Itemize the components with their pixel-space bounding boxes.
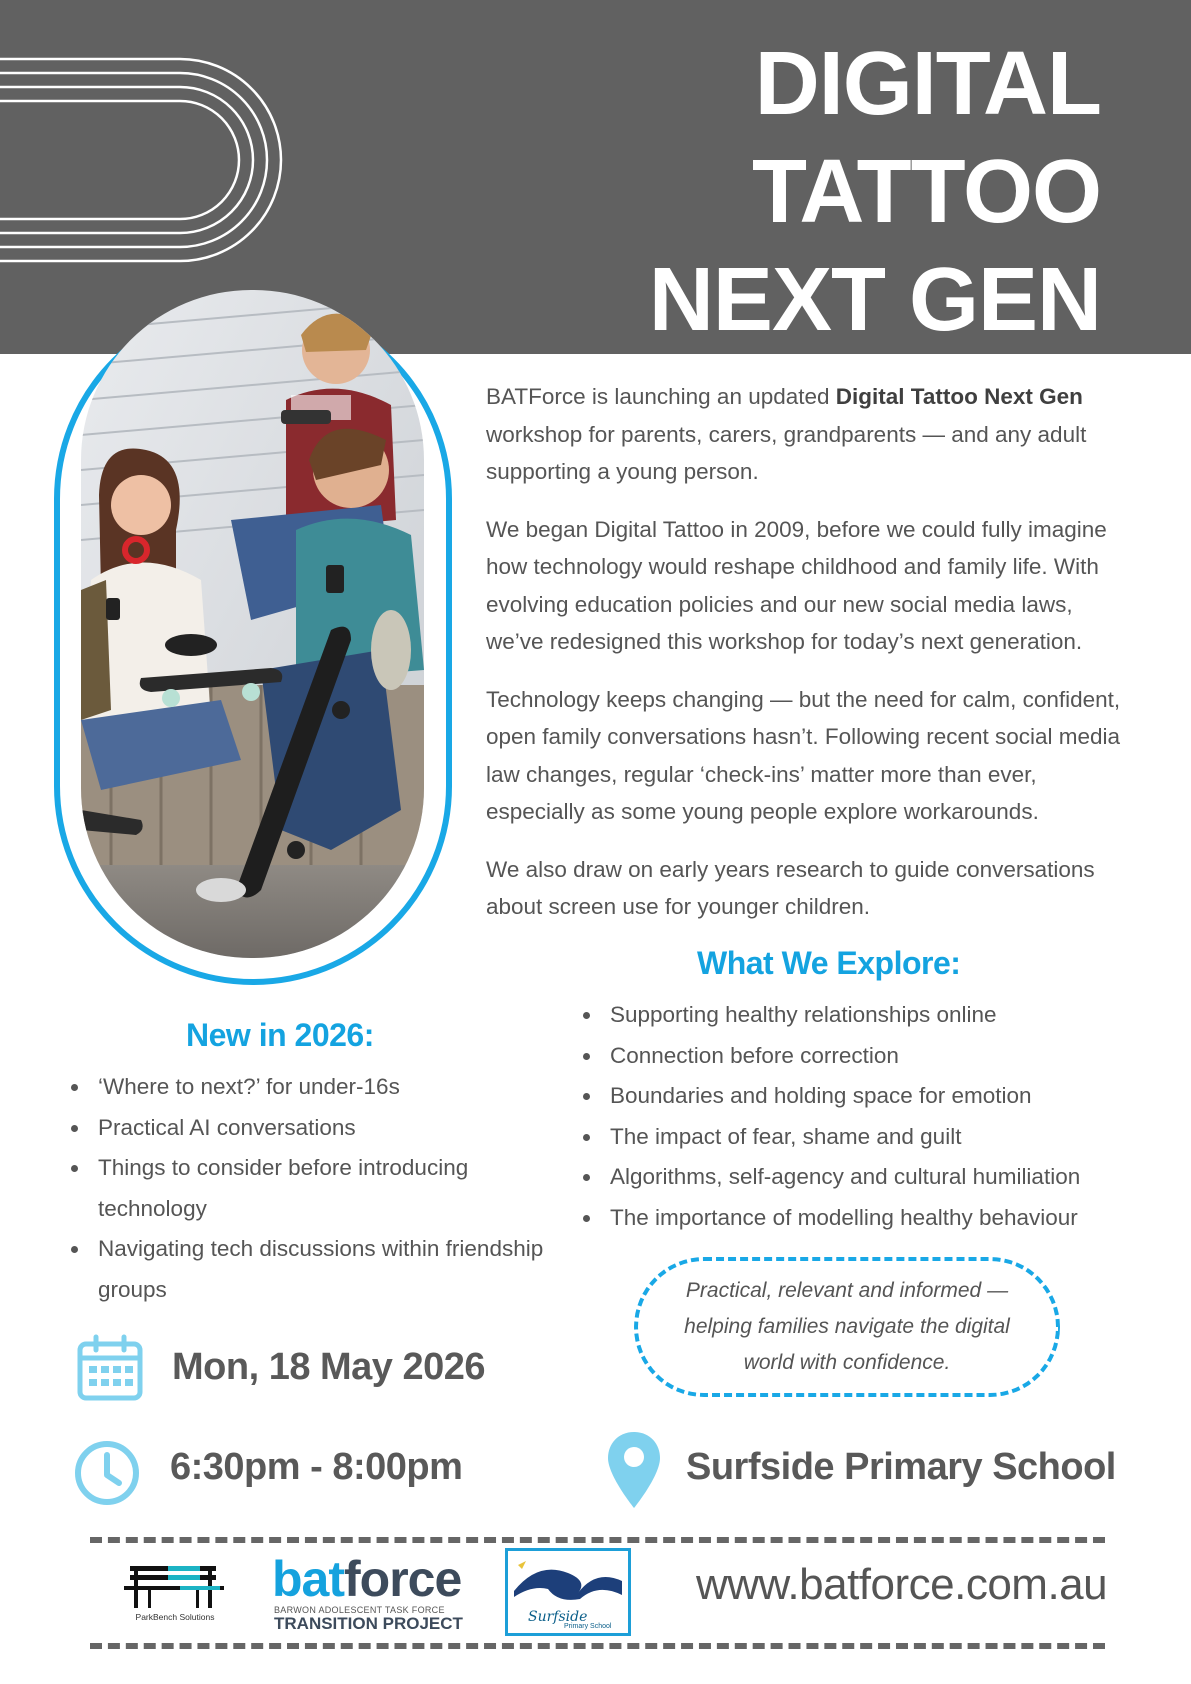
calendar-icon	[76, 1334, 144, 1402]
event-date: Mon, 18 May 2026	[172, 1346, 486, 1388]
clock-icon	[73, 1439, 141, 1507]
location-pin-icon	[606, 1430, 662, 1510]
footer-divider-top	[90, 1537, 1105, 1543]
list-item: The importance of modelling healthy behaviour	[578, 1198, 1158, 1239]
batforce-logo	[270, 1551, 475, 1633]
list-item: Algorithms, self-agency and cultural humiliation	[578, 1157, 1158, 1198]
bench-icon	[120, 1558, 230, 1612]
workshop-name: Digital Tattoo Next Gen	[835, 384, 1083, 409]
teenagers-photo-illustration	[81, 290, 424, 958]
surfside-logo	[505, 1548, 631, 1636]
surfside-subtitle: Primary School	[564, 1623, 612, 1630]
list-item: ‘Where to next?’ for under-16s	[66, 1067, 586, 1108]
intro-paragraph-4: We also draw on early years research to guide conversations about screen use for younger children.	[486, 856, 1095, 919]
batforce-subtitle-2: TRANSITION PROJECT	[274, 1614, 463, 1633]
intro-paragraph-3: Technology keeps changing — but the need for calm, confident, open family conversations hasn’t. Following recent social media law changes, regular ‘check-ins’ matter more than ever, especially as some young people explore workarounds.	[486, 686, 1121, 824]
page-title	[649, 30, 1101, 354]
event-venue: Surfside Primary School	[686, 1446, 1116, 1488]
title-line-2: TATTOO	[752, 142, 1101, 242]
list-item: The impact of fear, shame and guilt	[578, 1117, 1158, 1158]
decorative-track-lines	[0, 55, 290, 265]
website-link[interactable]: www.batforce.com.au	[696, 1560, 1108, 1609]
list-item: Boundaries and holding space for emotion	[578, 1076, 1158, 1117]
intro-paragraph-2: We began Digital Tattoo in 2009, before we could fully imagine how technology would reshape childhood and family life. With evolving education policies and our new social media laws, we’ve redesigned this workshop for today’s next generation.	[486, 516, 1107, 654]
intro-text	[486, 378, 1136, 946]
new-in-heading: New in 2026:	[186, 1017, 374, 1053]
footer-divider-bottom	[90, 1643, 1105, 1649]
list-item: Things to consider before introducing technology	[66, 1148, 586, 1229]
batforce-wordmark: batforce	[272, 1551, 462, 1607]
title-line-3: NEXT GEN	[648, 250, 1101, 350]
list-item: Navigating tech discussions within friendship groups	[66, 1229, 586, 1310]
tagline-bubble	[634, 1257, 1060, 1397]
title-line-1: DIGITAL	[754, 34, 1101, 134]
surfside-name: Surfside	[528, 1609, 588, 1625]
new-in-list	[66, 1067, 586, 1310]
event-time: 6:30pm - 8:00pm	[170, 1446, 463, 1488]
teenagers-photo	[81, 290, 424, 958]
list-item: Connection before correction	[578, 1036, 1158, 1077]
intro-paragraph-1: BATForce is launching an updated Digital Tattoo Next Gen workshop for parents, carers, grandparents — and any adult supporting a young person.	[486, 384, 1087, 484]
list-item: Supporting healthy relationships online	[578, 995, 1158, 1036]
parkbench-label: ParkBench Solutions	[135, 1612, 215, 1622]
wave-icon	[508, 1551, 628, 1611]
tagline-text: Practical, relevant and informed — helping families navigate the digital world with confidence.	[684, 1279, 1010, 1374]
parkbench-logo	[120, 1558, 230, 1628]
batforce-subtitle: BARWON ADOLESCENT TASK FORCE	[274, 1605, 445, 1615]
list-item: Practical AI conversations	[66, 1108, 586, 1149]
explore-list	[578, 995, 1158, 1238]
explore-heading: What We Explore:	[697, 945, 961, 981]
